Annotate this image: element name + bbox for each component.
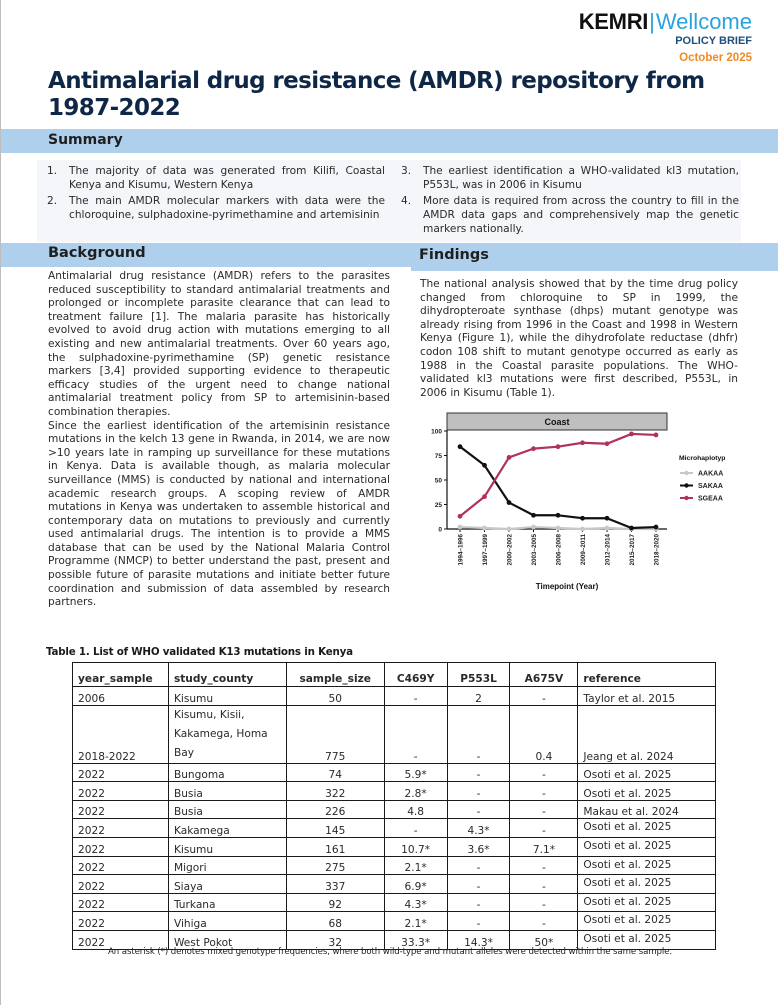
cell-p553l: 2 bbox=[447, 687, 510, 706]
findings-header-band bbox=[411, 243, 778, 271]
table-row bbox=[73, 912, 716, 931]
table-row bbox=[73, 837, 716, 856]
cell-sample-size: 92 bbox=[286, 893, 384, 912]
summary-item bbox=[401, 164, 739, 192]
cell-year: 2018-2022 bbox=[73, 705, 169, 763]
cell-p553l: - bbox=[447, 875, 510, 894]
data-point bbox=[531, 513, 536, 518]
column-header-sample-size: sample_size bbox=[286, 663, 384, 687]
cell-year: 2022 bbox=[73, 837, 169, 856]
cell-p553l: - bbox=[447, 912, 510, 931]
x-tick-label: 2015–2017 bbox=[629, 534, 636, 566]
cell-p553l: - bbox=[447, 800, 510, 819]
cell-county: Busia bbox=[168, 782, 286, 801]
summary-item-text: More data is required from across the country to fill in the AMDR data gaps and comprehensively map the genetic markers nationally. bbox=[423, 195, 739, 235]
cell-sample-size: 161 bbox=[286, 837, 384, 856]
legend-swatch-dot bbox=[684, 496, 688, 500]
findings-paragraph: The national analysis showed that by the time drug policy changed from chloroquine to SP in 1999, the dihydropteroate synthase (dhps) mutant genotype was already rising from 1996 in the Coast and 1998 in Western Kenya (Figure 1), while the dihydrofolate reductase (dhfr) codon 108 shift to mutant genotype occurred as early as 1988 in the Coastal parasite populations. The WHO-validated kl3 mutations were first described, P553L, in 2006 in Kisumu (Table 1). bbox=[420, 278, 738, 399]
data-point bbox=[654, 433, 659, 438]
cell-p553l: - bbox=[447, 782, 510, 801]
data-point bbox=[580, 516, 585, 521]
data-point bbox=[507, 455, 512, 460]
cell-a675v: - bbox=[510, 912, 578, 931]
table-caption: Table 1. List of WHO validated K13 mutations in Kenya bbox=[46, 646, 353, 658]
x-tick-label: 2012–2014 bbox=[604, 534, 612, 566]
table-row bbox=[73, 875, 716, 894]
cell-p553l: 4.3* bbox=[447, 819, 510, 838]
findings-heading: Findings bbox=[419, 247, 489, 263]
data-point bbox=[556, 444, 561, 449]
cell-p553l: - bbox=[447, 893, 510, 912]
data-point bbox=[458, 525, 463, 530]
line-chart-svg bbox=[421, 410, 778, 600]
cell-c469y: - bbox=[384, 705, 447, 763]
cell-sample-size: 68 bbox=[286, 912, 384, 931]
county-line: Bay bbox=[173, 746, 194, 759]
publication-date: October 2025 bbox=[679, 52, 752, 64]
cell-c469y: 10.7* bbox=[384, 837, 447, 856]
column-header-year: year_sample bbox=[73, 663, 169, 687]
table-row bbox=[73, 763, 716, 782]
y-tick-label: 50 bbox=[434, 477, 442, 485]
cell-c469y: - bbox=[384, 687, 447, 706]
background-header-band bbox=[1, 243, 411, 267]
summary-item bbox=[47, 164, 385, 192]
y-tick-label: 100 bbox=[431, 428, 442, 436]
legend-swatch-dot bbox=[684, 471, 688, 475]
legend-title: Microhaplotyp bbox=[679, 455, 726, 462]
cell-sample-size: 74 bbox=[286, 763, 384, 782]
cell-county: Kisumu bbox=[168, 687, 286, 706]
table-row bbox=[73, 800, 716, 819]
brand-wellcome: Wellcome bbox=[655, 9, 752, 34]
cell-sample-size: 145 bbox=[286, 819, 384, 838]
cell-reference: Osoti et al. 2025 bbox=[578, 763, 716, 782]
cell-p553l: 14.3* bbox=[447, 930, 510, 949]
doc-type-label: POLICY BRIEF bbox=[675, 35, 752, 47]
cell-county: West Pokot bbox=[168, 930, 286, 949]
coast-microhaplotype-chart bbox=[421, 410, 778, 600]
summary-item-number: 3. bbox=[401, 165, 412, 177]
cell-sample-size: 322 bbox=[286, 782, 384, 801]
cell-county: Vihiga bbox=[168, 912, 286, 931]
cell-a675v: - bbox=[510, 800, 578, 819]
cell-year: 2022 bbox=[73, 875, 169, 894]
summary-heading: Summary bbox=[48, 132, 123, 148]
cell-a675v: - bbox=[510, 856, 578, 875]
data-point bbox=[482, 494, 487, 499]
cell-reference: Jeang et al. 2024 bbox=[578, 705, 716, 763]
table-body bbox=[73, 687, 716, 950]
summary-item bbox=[401, 194, 739, 236]
data-point bbox=[580, 527, 585, 532]
summary-item-text: The majority of data was generated from Kilifi, Coastal Kenya and Kisumu, Western Kenya bbox=[69, 165, 385, 191]
summary-item-number: 1. bbox=[47, 165, 58, 177]
data-point bbox=[605, 441, 610, 446]
cell-year: 2022 bbox=[73, 763, 169, 782]
x-tick-label: 1994–1996 bbox=[457, 534, 465, 566]
x-tick-label: 1997–1999 bbox=[482, 534, 489, 566]
legend-swatch-dot bbox=[684, 483, 688, 487]
data-point bbox=[531, 446, 536, 451]
cell-reference: Taylor et al. 2015 bbox=[578, 687, 716, 706]
cell-p553l: - bbox=[447, 763, 510, 782]
cell-reference: Osoti et al. 2025 bbox=[578, 930, 716, 949]
cell-c469y: 33.3* bbox=[384, 930, 447, 949]
cell-county: Turkana bbox=[168, 893, 286, 912]
cell-c469y: 2.1* bbox=[384, 856, 447, 875]
cell-reference: Makau et al. 2024 bbox=[578, 800, 716, 819]
cell-p553l: - bbox=[447, 856, 510, 875]
summary-item-text: The main AMDR molecular markers with data were the chloroquine, sulphadoxine-pyrimethamine and artemisinin bbox=[69, 195, 385, 221]
county-line: Kisumu, Kisii, bbox=[173, 708, 245, 721]
column-header-a675v: A675V bbox=[510, 663, 578, 687]
cell-reference: Osoti et al. 2025 bbox=[578, 875, 716, 894]
data-point bbox=[629, 526, 634, 531]
data-point bbox=[654, 525, 659, 530]
data-point bbox=[507, 527, 512, 532]
cell-a675v: - bbox=[510, 893, 578, 912]
table-row bbox=[73, 687, 716, 706]
data-point bbox=[556, 526, 561, 531]
cell-county: Kisumu bbox=[168, 837, 286, 856]
cell-reference: Osoti et al. 2025 bbox=[578, 819, 716, 838]
y-tick-label: 0 bbox=[438, 526, 442, 534]
cell-c469y: - bbox=[384, 819, 447, 838]
cell-year: 2022 bbox=[73, 912, 169, 931]
cell-p553l: - bbox=[447, 705, 510, 763]
summary-item bbox=[47, 194, 385, 222]
x-tick-label: 2006–2008 bbox=[555, 534, 563, 566]
cell-county: Bungoma bbox=[168, 763, 286, 782]
background-text bbox=[48, 270, 390, 610]
cell-c469y: 4.8 bbox=[384, 800, 447, 819]
data-point bbox=[482, 526, 487, 531]
cell-c469y: 2.8* bbox=[384, 782, 447, 801]
cell-a675v: - bbox=[510, 782, 578, 801]
brand-block bbox=[579, 10, 752, 66]
k13-mutations-table bbox=[72, 662, 716, 950]
cell-reference: Osoti et al. 2025 bbox=[578, 912, 716, 931]
column-header-reference: reference bbox=[578, 663, 716, 687]
summary-item-number: 2. bbox=[47, 195, 58, 207]
cell-sample-size: 226 bbox=[286, 800, 384, 819]
x-tick-label: 2000–2002 bbox=[506, 534, 514, 566]
cell-sample-size: 775 bbox=[286, 705, 384, 763]
cell-sample-size: 337 bbox=[286, 875, 384, 894]
data-point bbox=[629, 432, 634, 437]
cell-reference: Osoti et al. 2025 bbox=[578, 856, 716, 875]
table-row bbox=[73, 856, 716, 875]
column-header-p553l: P553L bbox=[447, 663, 510, 687]
page-title: Antimalarial drug resistance (AMDR) repository from 1987-2022 bbox=[48, 68, 705, 121]
cell-county: Siaya bbox=[168, 875, 286, 894]
x-tick-label: 2009–2011 bbox=[580, 534, 587, 566]
cell-year: 2006 bbox=[73, 687, 169, 706]
data-point bbox=[458, 514, 463, 519]
cell-county: Busia bbox=[168, 800, 286, 819]
cell-year: 2022 bbox=[73, 819, 169, 838]
county-line: Kakamega, Homa bbox=[173, 727, 268, 740]
cell-c469y: 5.9* bbox=[384, 763, 447, 782]
cell-a675v: 50* bbox=[510, 930, 578, 949]
cell-a675v: - bbox=[510, 687, 578, 706]
cell-a675v: 0.4 bbox=[510, 705, 578, 763]
data-point bbox=[556, 513, 561, 518]
table-row bbox=[73, 782, 716, 801]
kemri-wellcome-logo bbox=[579, 10, 752, 34]
y-tick-label: 25 bbox=[434, 502, 442, 509]
legend-label: SGEAA bbox=[698, 495, 723, 503]
cell-reference: Osoti et al. 2025 bbox=[578, 893, 716, 912]
cell-a675v: - bbox=[510, 875, 578, 894]
table-header-row bbox=[73, 663, 716, 687]
cell-sample-size: 32 bbox=[286, 930, 384, 949]
findings-text bbox=[420, 278, 738, 400]
summary-item-number: 4. bbox=[401, 195, 412, 207]
data-point bbox=[507, 500, 512, 505]
legend-label: AAKAA bbox=[698, 470, 724, 478]
cell-a675v: - bbox=[510, 763, 578, 782]
cell-a675v: 7.1* bbox=[510, 837, 578, 856]
data-point bbox=[458, 444, 463, 449]
cell-year: 2022 bbox=[73, 893, 169, 912]
summary-column-right bbox=[401, 164, 739, 238]
x-tick-label: 2018–2020 bbox=[653, 534, 661, 566]
summary-item-text: The earliest identification a WHO-validated kl3 mutation, P553L, was in 2006 in Kisumu bbox=[423, 165, 739, 191]
legend-label: SAKAA bbox=[698, 483, 723, 490]
cell-year: 2022 bbox=[73, 930, 169, 949]
brand-separator: | bbox=[649, 9, 655, 34]
data-point bbox=[531, 525, 536, 530]
cell-year: 2022 bbox=[73, 800, 169, 819]
column-header-c469y: C469Y bbox=[384, 663, 447, 687]
summary-header-band bbox=[1, 129, 778, 153]
data-point bbox=[605, 516, 610, 521]
y-tick-label: 75 bbox=[434, 453, 442, 460]
summary-column-left bbox=[47, 164, 385, 224]
cell-county bbox=[168, 705, 286, 763]
cell-sample-size: 50 bbox=[286, 687, 384, 706]
table-row bbox=[73, 893, 716, 912]
x-axis-label: Timepoint (Year) bbox=[535, 582, 599, 591]
cell-a675v: - bbox=[510, 819, 578, 838]
cell-year: 2022 bbox=[73, 782, 169, 801]
cell-c469y: 6.9* bbox=[384, 875, 447, 894]
table-footnote: An asterisk (*) denotes mixed genotype frequencies, where both wild-type and mutant alleles were detected within the same sample. bbox=[108, 947, 672, 957]
cell-c469y: 4.3* bbox=[384, 893, 447, 912]
data-point bbox=[482, 463, 487, 468]
x-tick-label: 2003–2005 bbox=[531, 534, 538, 566]
data-point bbox=[605, 526, 610, 531]
table-row bbox=[73, 705, 716, 763]
cell-county: Migori bbox=[168, 856, 286, 875]
table-row bbox=[73, 819, 716, 838]
column-header-county: study_county bbox=[168, 663, 286, 687]
cell-p553l: 3.6* bbox=[447, 837, 510, 856]
facet-title: Coast bbox=[544, 417, 570, 427]
cell-year: 2022 bbox=[73, 856, 169, 875]
cell-county: Kakamega bbox=[168, 819, 286, 838]
background-paragraph-2: Since the earliest identification of the artemisinin resistance mutations in the kelch 13 gene in Rwanda, in 2014, we are now >10 years late in ramping up surveillance for these mutations in Kenya. Data is available though, as malaria molecular surveillance (MMS) is conducted by national and international academic research groups. A scoping review of AMDR mutations in Kenya was undertaken to assemble historical and contemporary data on mutations to previously and currently used antimalarial drugs. The intention is to provide a MMS database that can be used by the National Malaria Control Programme (NMCP) to better understand the past, present and possible future of parasite mutations and initiate better future coordination and submission of data assembled by research partners. bbox=[48, 419, 390, 609]
cell-reference: Osoti et al. 2025 bbox=[578, 782, 716, 801]
background-paragraph-1: Antimalarial drug resistance (AMDR) refers to the parasites reduced susceptibility to standard antimalarial treatments and prolonged or incomplete parasite clearance that can lead to treatment failure [1]. The malaria parasite has historically evolved to avoid drug action with mutations emerging to all existing and new antimalarial treatments. Over 60 years ago, the sulphadoxine-pyrimethamine (SP) genetic resistance markers [3,4] provided supporting evidence to therapeutic efficacy studies of the urgent need to change national antimalarial treatment policy from SP to artemisinin-based combination therapies. bbox=[48, 270, 390, 418]
cell-reference: Osoti et al. 2025 bbox=[578, 837, 716, 856]
data-point bbox=[580, 440, 585, 445]
brand-kemri: KEMRI bbox=[578, 9, 649, 34]
background-heading: Background bbox=[48, 245, 146, 261]
cell-sample-size: 275 bbox=[286, 856, 384, 875]
cell-c469y: 2.1* bbox=[384, 912, 447, 931]
